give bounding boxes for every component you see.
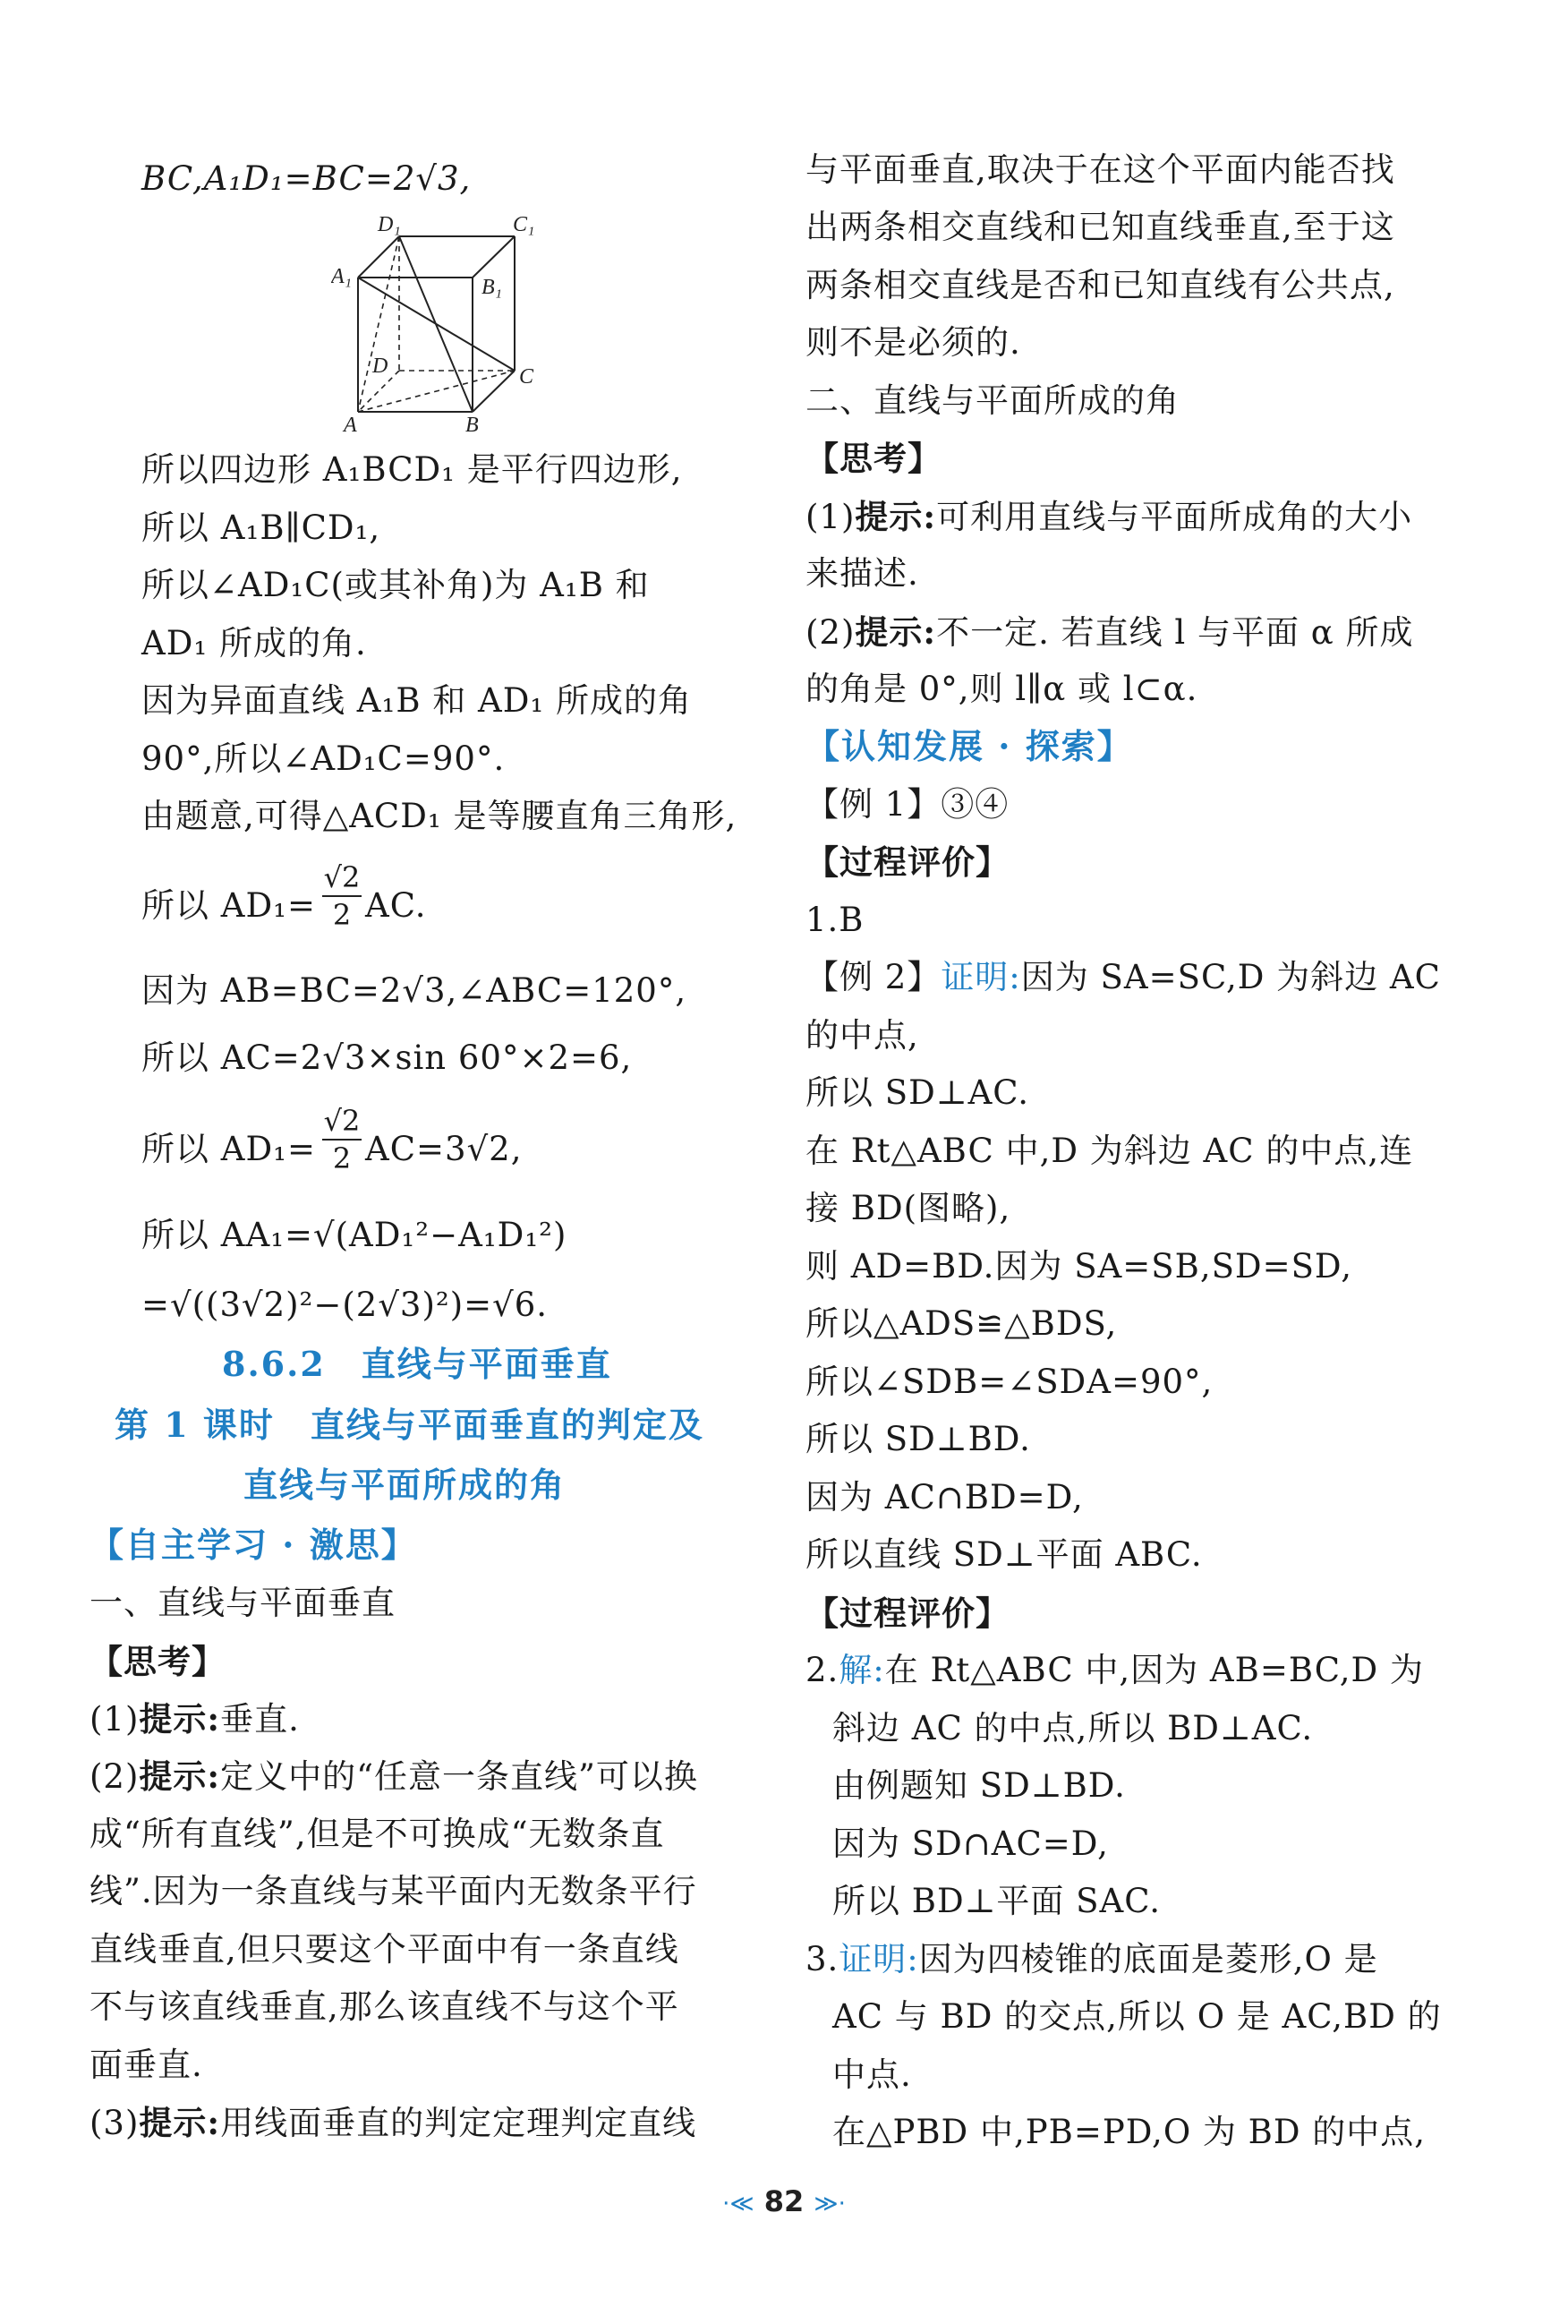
text-line: 中点. (832, 2055, 912, 2094)
text-line: 不与该直线垂直,那么该直线不与这个平 (89, 1987, 679, 2026)
text-line: 所以 A₁B∥CD₁, (141, 508, 381, 547)
think-tag: 【思考】 (89, 1642, 226, 1681)
text-line: 所以 SD⊥AC. (805, 1073, 1030, 1112)
eval-tag: 【过程评价】 (805, 1593, 1010, 1633)
cube-figure (331, 213, 546, 432)
text-line: AC 与 BD 的交点,所以 O 是 AC,BD 的 (832, 1997, 1442, 2036)
text-line: 与平面垂直,取决于在这个平面内能否找 (805, 150, 1395, 189)
text-line: 的中点, (805, 1016, 919, 1055)
fraction-numerator: √2 (323, 860, 361, 894)
text-line: 所以△ADS≌△BDS, (805, 1304, 1118, 1343)
text-line: BC,A₁D₁=BC=2√3, (141, 159, 472, 198)
proof-text: 因为 SA=SC,D 为斜边 AC (1020, 958, 1441, 996)
text-line: 所以 AD₁= (141, 886, 316, 925)
text-line: 所以 AD₁= (141, 1130, 316, 1168)
text-line: 线”.因为一条直线与某平面内无数条平行 (89, 1872, 697, 1910)
text-line: 来描述. (805, 554, 919, 593)
think-tag: 【思考】 (805, 439, 942, 478)
answer-line (89, 2103, 696, 2143)
text-line: 所以 AA₁=√(AD₁²−A₁D₁²) (141, 1216, 567, 1254)
text-line: 斜边 AC 的中点,所以 BD⊥AC. (832, 1709, 1314, 1747)
hidden-d1a (358, 236, 399, 412)
page-footer (0, 2184, 1568, 2218)
hint-text: 不一定. 若直线 l 与平面 α 所成 (936, 613, 1414, 652)
item-number: (2) (89, 1757, 140, 1796)
item-number: (3) (89, 2104, 140, 2142)
text-line: 所以∠AD₁C(或其补角)为 A₁B 和 (141, 566, 650, 604)
text-line: 在△PBD 中,PB=PD,O 为 BD 的中点, (832, 2113, 1427, 2151)
example-tag: 【例 2】 (805, 958, 942, 996)
label-a: A (344, 414, 357, 432)
proof-line (805, 1940, 1378, 1979)
hint-text: 用线面垂直的判定定理判定直线 (220, 2104, 697, 2142)
page-number: 82 (763, 2184, 805, 2218)
text-line: 所以 AC=2√3×sin 60°×2=6, (141, 1038, 633, 1077)
text-line: 由例题知 SD⊥BD. (832, 1766, 1126, 1805)
item-number: 2. (805, 1651, 839, 1689)
text-line: 所以直线 SD⊥平面 ABC. (805, 1535, 1203, 1574)
edge-c1b1 (473, 236, 515, 278)
answer-line (89, 1699, 300, 1739)
text-line: 因为 AB=BC=2√3,∠ABC=120°, (141, 971, 687, 1010)
proof-label: 证明: (941, 958, 1021, 996)
edge-a1d1 (358, 236, 399, 278)
hint-label: 提示: (139, 1756, 221, 1796)
hint-text: 定义中的“任意一条直线”可以换 (220, 1757, 698, 1796)
answer-line (89, 1756, 698, 1797)
text-line: 所以四边形 A₁BCD₁ 是平行四边形, (141, 450, 683, 489)
text-line: 因为异面直线 A₁B 和 AD₁ 所成的角 (141, 681, 693, 720)
text-line: 因为 SD∩AC=D, (832, 1824, 1109, 1863)
label-b: B (465, 414, 479, 432)
solution-text: 在 Rt△ABC 中,因为 AB=BC,D 为 (884, 1651, 1424, 1689)
fraction-denominator: 2 (322, 1139, 362, 1176)
text-line: 所以 BD⊥平面 SAC. (832, 1882, 1161, 1920)
text-line: 则 AD=BD.因为 SA=SB,SD=SD, (805, 1247, 1353, 1286)
section-heading: 8.6.2 直线与平面垂直 (222, 1344, 612, 1384)
answer-line (805, 497, 1412, 537)
hint-label: 提示: (855, 497, 937, 536)
proof-label: 证明: (839, 1940, 919, 1978)
text-line: 出两条相交直线和已知直线垂直,至于这 (805, 208, 1395, 246)
fraction-numerator: √2 (323, 1104, 361, 1138)
hint-text: 垂直. (220, 1700, 300, 1739)
subheading: 一、直线与平面垂直 (89, 1584, 396, 1622)
fraction (322, 1103, 362, 1176)
text-line: 成“所有直线”,但是不可换成“无数条直 (89, 1815, 665, 1853)
right-ornament-icon: ≫· (814, 2191, 846, 2217)
text-line: 则不是必须的. (805, 323, 1021, 362)
text-line: 直线垂直,但只要这个平面中有一条直线 (89, 1930, 679, 1969)
hint-label: 提示: (139, 1699, 221, 1739)
text-line: AC. (365, 886, 427, 925)
example-tag: 【例 1】③④ (805, 785, 1010, 824)
block-heading: 【认知发展 · 探索】 (805, 726, 1133, 766)
left-ornament-icon: ·≪ (722, 2191, 754, 2217)
solution-label: 解: (839, 1651, 885, 1689)
text-line: 在 Rt△ABC 中,D 为斜边 AC 的中点,连 (805, 1132, 1414, 1170)
item-number: (2) (805, 613, 856, 652)
answer-line: 1.B (805, 901, 865, 939)
label-a1: A₁ (331, 265, 353, 288)
answer-line (805, 612, 1413, 653)
subheading: 二、直线与平面所成的角 (805, 381, 1180, 420)
text-line: 由题意,可得△ACD₁ 是等腰直角三角形, (141, 797, 737, 835)
text-line: 的角是 0°,则 l∥α 或 l⊂α. (805, 670, 1198, 708)
text-line: 90°,所以∠AD₁C=90°. (141, 739, 506, 778)
eval-tag: 【过程评价】 (805, 842, 1010, 882)
label-d1: D₁ (378, 213, 401, 236)
text-line: 两条相交直线是否和已知直线有公共点, (805, 266, 1395, 304)
label-c1: C₁ (513, 213, 535, 236)
fraction (322, 859, 362, 933)
item-number: (1) (805, 498, 856, 536)
lesson-title: 直线与平面所成的角 (243, 1465, 567, 1505)
example-line (805, 958, 1441, 997)
lesson-title: 第 1 课时 直线与平面垂直的判定及 (115, 1405, 704, 1445)
text-line: 所以∠SDB=∠SDA=90°, (805, 1363, 1214, 1401)
diag-d1b (399, 236, 473, 412)
solution-line (805, 1651, 1424, 1690)
item-number: 3. (805, 1940, 839, 1978)
proof-text: 因为四棱锥的底面是菱形,O 是 (918, 1940, 1378, 1978)
text-line: AC=3√2, (365, 1130, 523, 1168)
label-d: D (372, 355, 388, 378)
block-heading: 【自主学习 · 激思】 (89, 1525, 417, 1565)
hint-label: 提示: (139, 2103, 221, 2142)
item-number: (1) (89, 1700, 140, 1739)
text-line: =√((3√2)²−(2√3)²)=√6. (141, 1286, 549, 1324)
fraction-denominator: 2 (322, 895, 362, 933)
text-line: 因为 AC∩BD=D, (805, 1478, 1084, 1517)
hint-label: 提示: (855, 612, 937, 652)
hint-text: 可利用直线与平面所成角的大小 (936, 498, 1413, 536)
label-b1: B₁ (481, 276, 503, 299)
text-line: 所以 SD⊥BD. (805, 1420, 1031, 1458)
text-line: AD₁ 所成的角. (141, 624, 367, 662)
text-line: 面垂直. (89, 2046, 203, 2084)
label-c: C (519, 365, 534, 389)
text-line: 接 BD(图略), (805, 1189, 1011, 1227)
